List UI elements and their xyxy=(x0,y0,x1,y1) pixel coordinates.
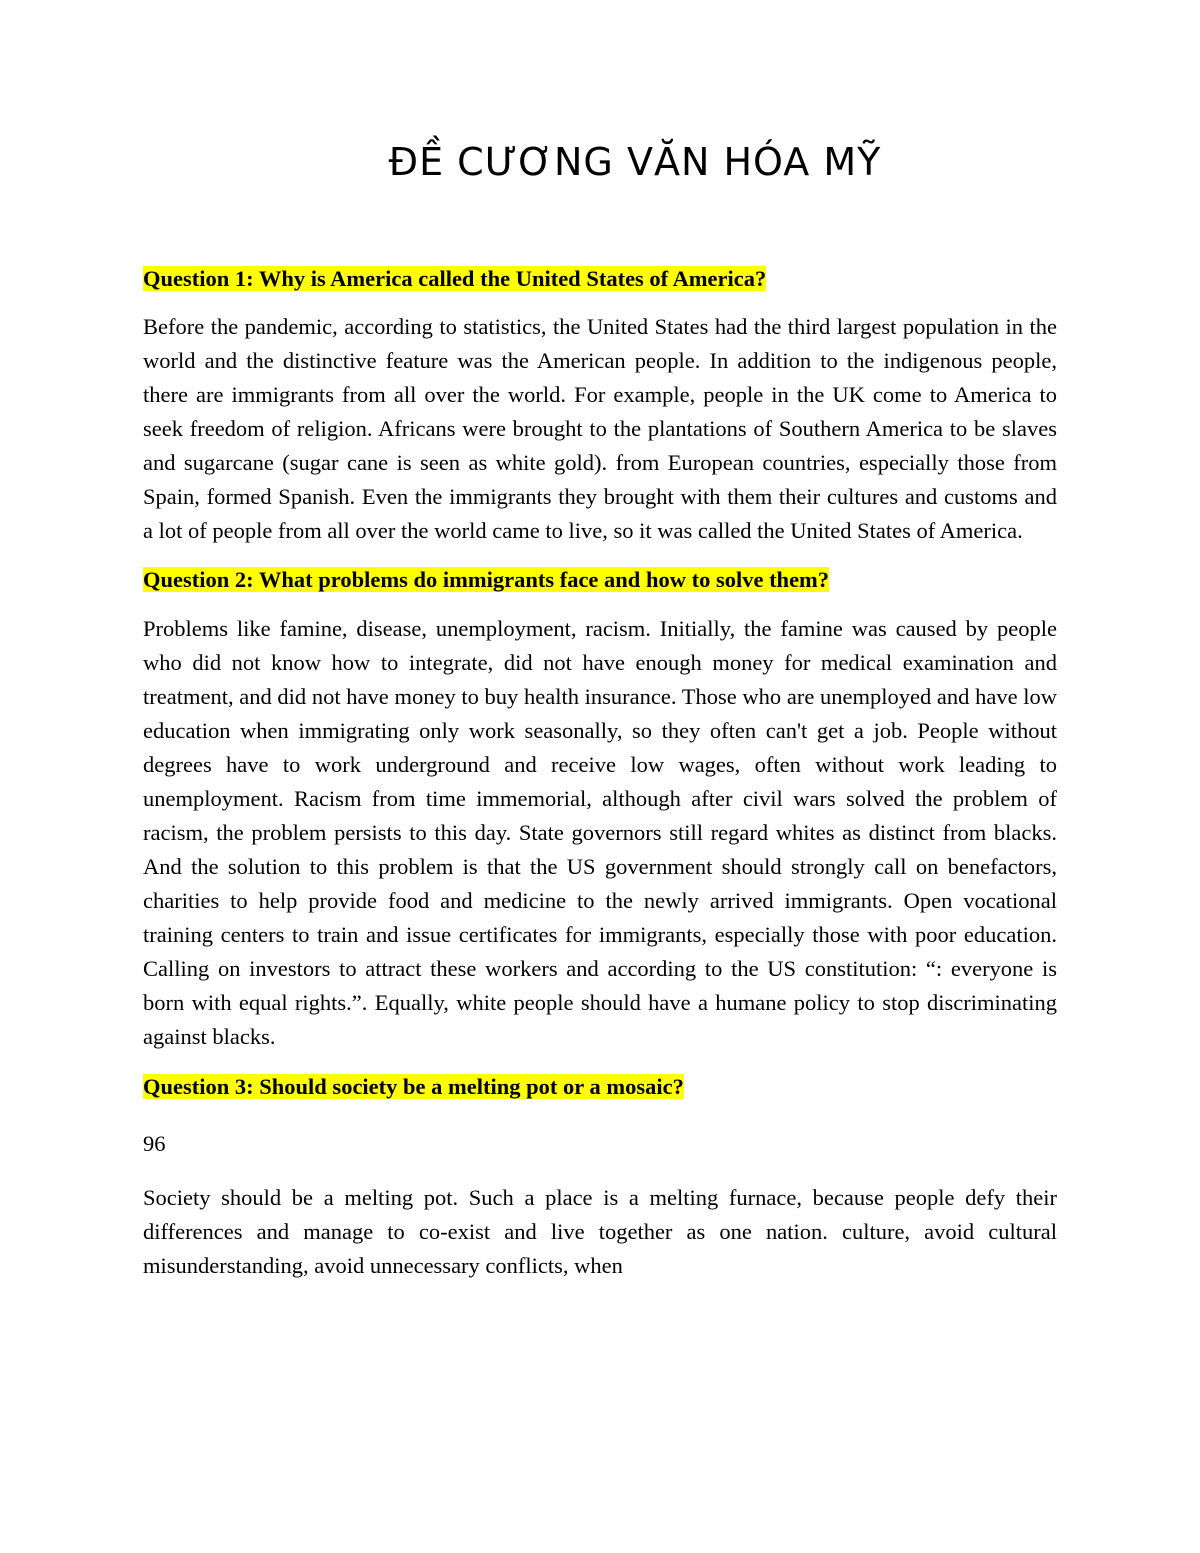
question-3-answer: Society should be a melting pot. Such a place is a melting furnace, because people defy their differences and manage to co-exist and live together as one nation. culture, avoid cultural misunderstanding, avoid unnecessary conflicts, when xyxy=(143,1184,1057,1278)
question-1-highlight: Question 1: Why is America called the United States of America? xyxy=(143,266,767,291)
document-body xyxy=(143,262,1057,1283)
question-2-highlight: Question 2: What problems do immigrants face and how to solve them? xyxy=(143,567,830,592)
page-marker: 96 xyxy=(143,1130,166,1156)
document-title: ĐỀ CƯƠNG VĂN HÓA MỸ xyxy=(388,140,882,184)
question-2-answer: Problems like famine, disease, unemployment, racism. Initially, the famine was caused by people who did not know how to integrate, did not have enough money for medical examination and treatment, and did not have money to buy health insurance. Those who are unemployed and have low education when immigrating only work seasonally, so they often can't get a job. People without degrees have to work underground and receive low wages, often without work leading to unemployment. Racism from time immemorial, although after civil wars solved the problem of racism, the problem persists to this day. State governors still regard whites as distinct from blacks. And the solution to this problem is that the US government should strongly call on benefactors, charities to help provide food and medicine to the newly arrived immigrants. Open vocational training centers to train and issue certificates for immigrants, especially those with poor education. Calling on investors to attract these workers and according to the US constitution: “: everyone is born with equal rights.”. Equally, white people should have a humane policy to stop discriminating against blacks. xyxy=(143,616,1057,1049)
question-2-heading xyxy=(143,563,1057,597)
question-1-answer: Before the pandemic, according to statistics, the United States had the third largest population in the world and the distinctive feature was the American people. In addition to the indigenous people, there are immigrants from all over the world. For example, people in the UK come to America to seek freedom of religion. Africans were brought to the plantations of Southern America to be slaves and sugarcane (sugar cane is seen as white gold). from European countries, especially those from Spain, formed Spanish. Even the immigrants they brought with them their cultures and customs and a lot of people from all over the world came to live, so it was called the United States of America. xyxy=(143,314,1057,543)
question-1-heading xyxy=(143,262,1057,296)
question-3-highlight: Question 3: Should society be a melting pot or a mosaic? xyxy=(143,1074,684,1099)
question-3-heading xyxy=(143,1070,1057,1104)
